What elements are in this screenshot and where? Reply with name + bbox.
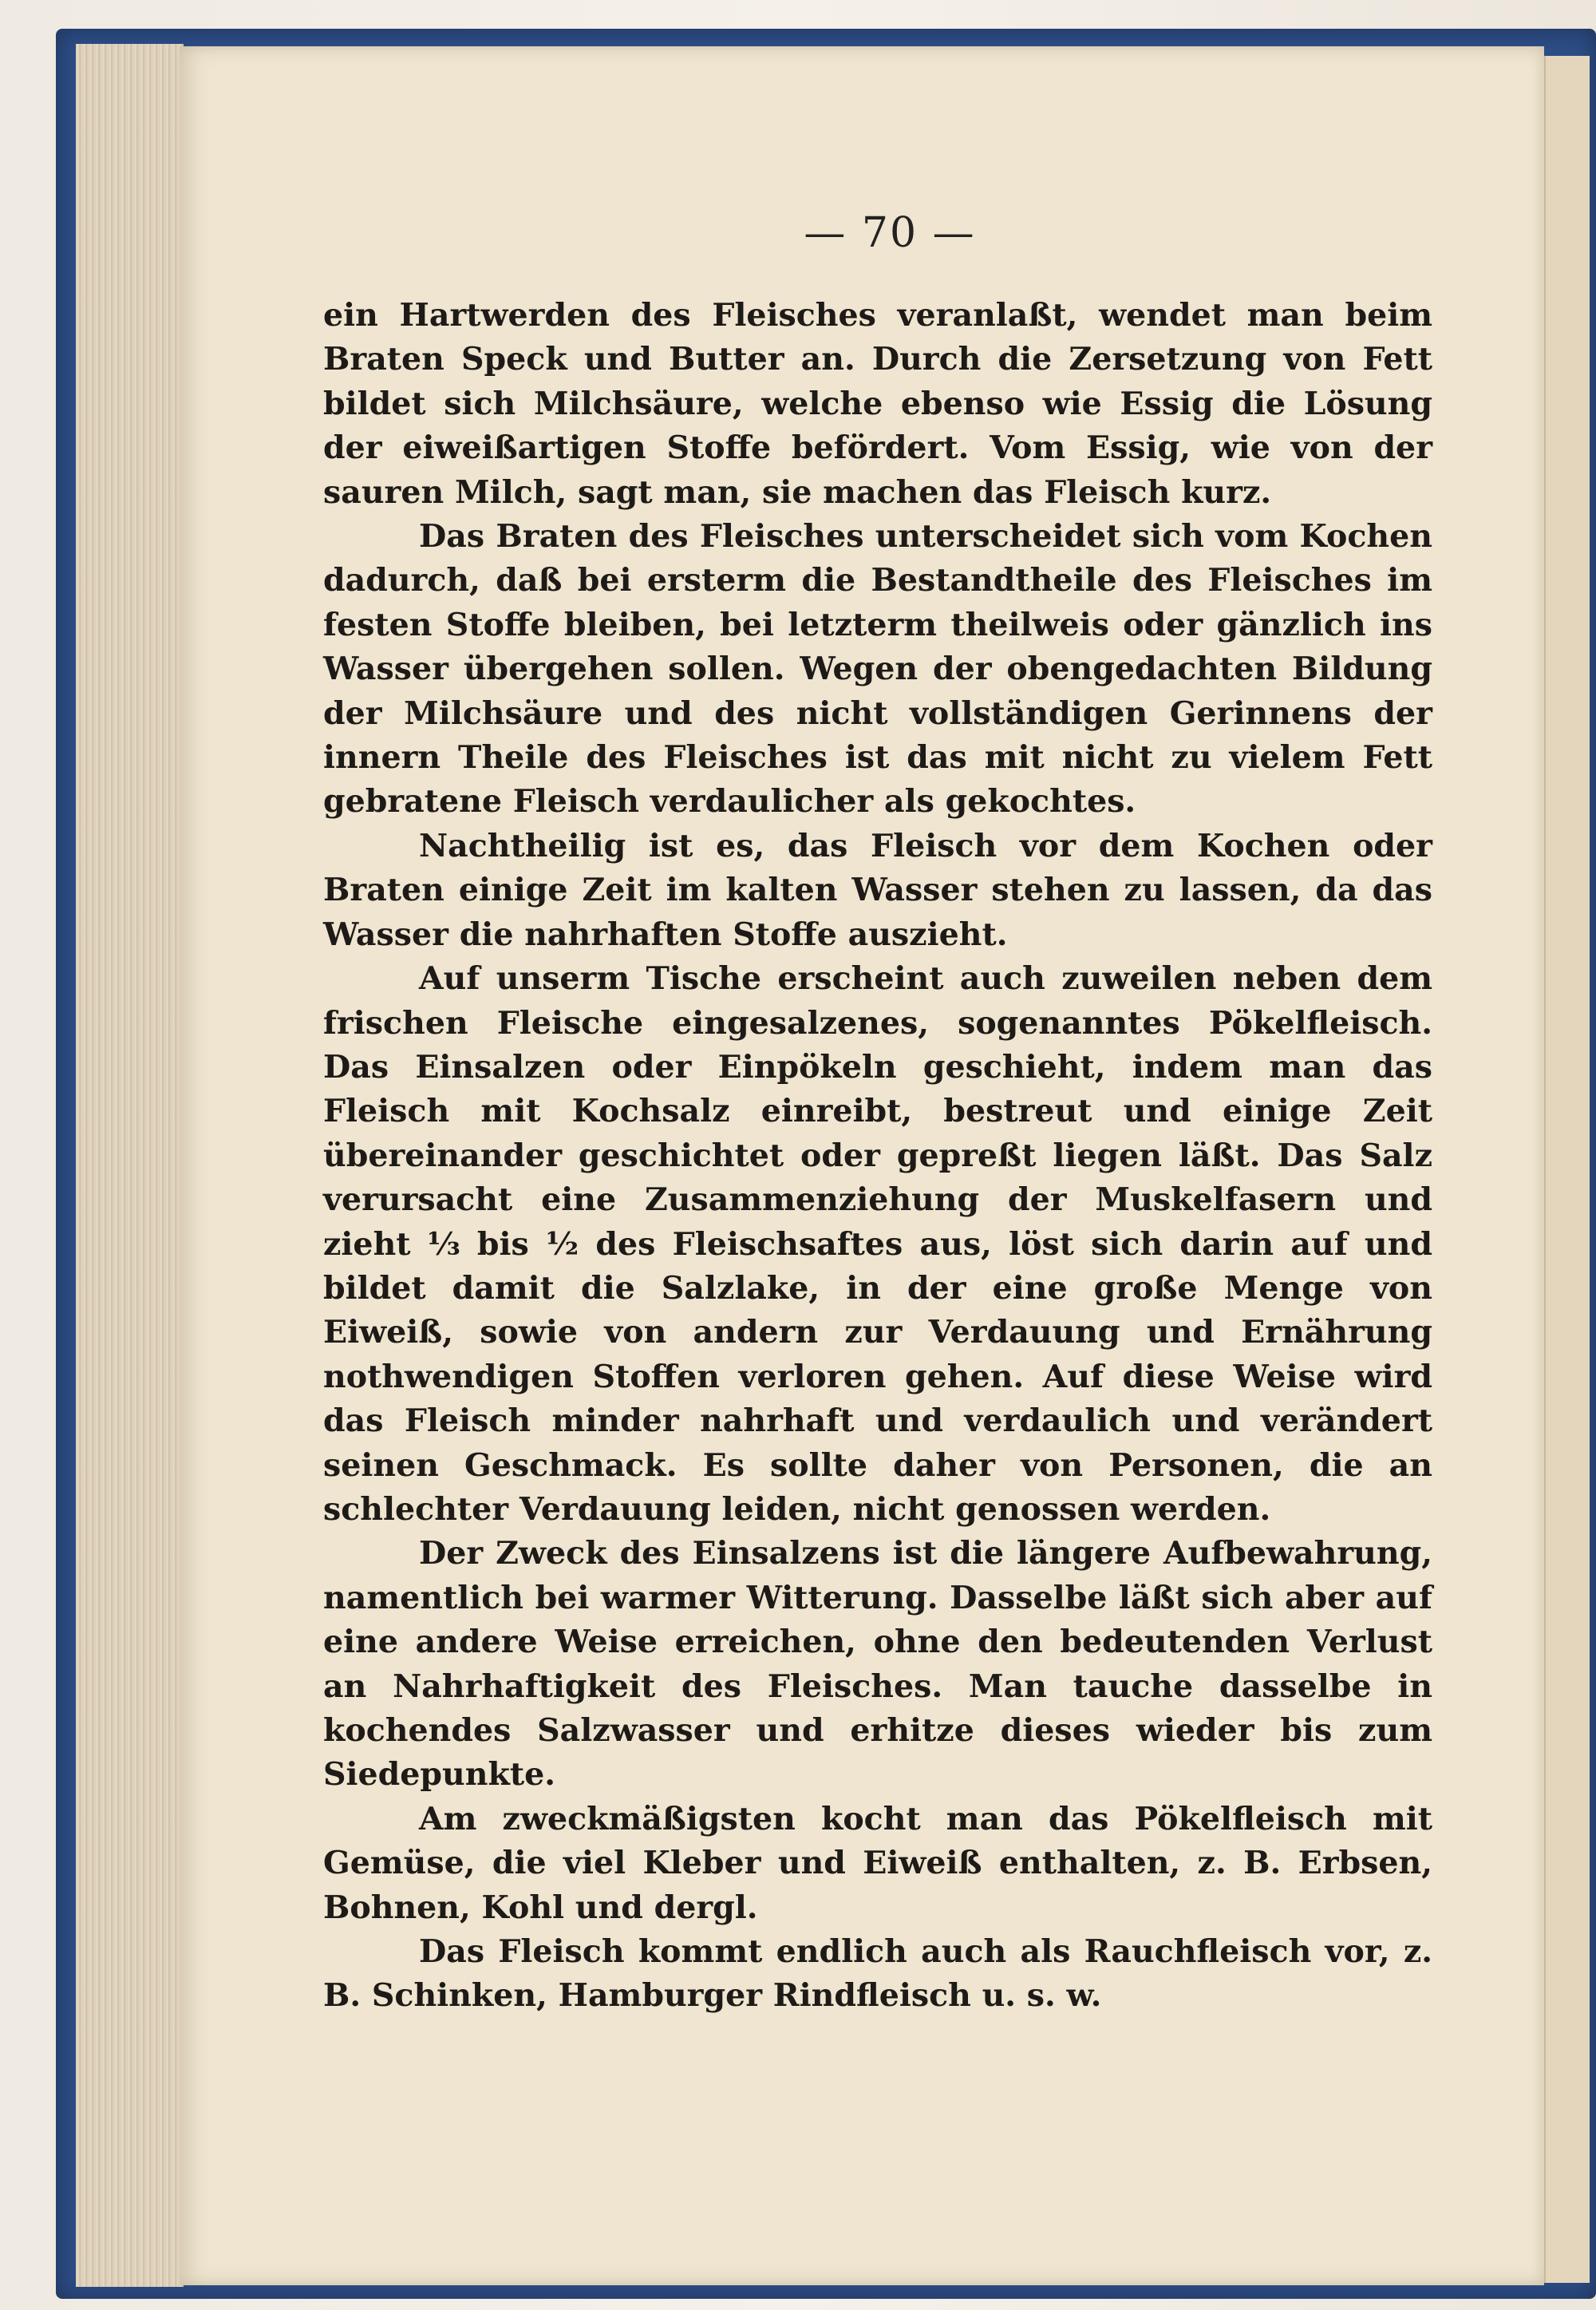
page-number: — 70 — <box>804 209 976 257</box>
paragraph-7: Das Fleisch kommt endlich auch als Rauchfleisch vor, z. B. Schinken, Hamburger Rindfleisch u. s. w. <box>323 1933 1432 2015</box>
paragraph-3: Nachtheilig ist es, das Fleisch vor dem Kochen oder Braten einige Zeit im kalten Wasser stehen zu lassen, da das Wasser die nahrhaften Stoffe auszieht. <box>323 827 1432 953</box>
paragraph-6: Am zweckmäßigsten kocht man das Pökelfleisch mit Gemüse, die viel Kleber und Eiweiß enthalten, z. B. Erbsen, Bohnen, Kohl und dergl. <box>323 1800 1432 1926</box>
paragraph-1: ein Hartwerden des Fleisches veranlaßt, wendet man beim Braten Speck und Butter an. Durch die Zersetzung von Fett bildet sich Milchsäure, welche ebenso wie Essig die Lösung der eiweißartigen Stoffe befördert. Vom Essig, wie von der sauren Milch, sagt man, sie machen das Fleisch kurz. <box>323 297 1432 511</box>
paragraph-5: Der Zweck des Einsalzens ist die längere Aufbewahrung, namentlich bei warmer Witterung. Dasselbe läßt sich aber auf eine andere Weise erreichen, ohne den bedeutenden Verlust an Nahrhaftigkeit des Fleisches. Man tauche dasselbe in kochendes Salzwasser und erhitze dieses wieder bis zum Siedepunkte. <box>323 1535 1432 1794</box>
page-edges <box>76 44 184 2287</box>
paragraph-4: Auf unserm Tische erscheint auch zuweilen neben dem frischen Fleische eingesalzenes, sogenanntes Pökelfleisch. Das Einsalzen oder Einpökeln geschieht, indem man das Fleisch mit Kochsalz einreibt, bestreut und einige Zeit übereinander geschichtet oder gepreßt liegen läßt. Das Salz verursacht eine Zusammenziehung der Muskelfasern und zieht ⅓ bis ½ des Fleischsaftes aus, löst sich darin auf und bildet damit die Salzlake, in der eine große Menge von Eiweiß, sowie von andern zur Verdauung und Ernährung nothwendigen Stoffen verloren gehen. Auf diese Weise wird das Fleisch minder nahrhaft und verdaulich und verändert seinen Geschmack. Es sollte daher von Personen, die an schlechter Verdauung leiden, nicht genossen werden. <box>323 960 1432 1528</box>
body-text <box>323 294 1432 2019</box>
facing-page-edge <box>1544 56 1590 2283</box>
paragraph-2: Das Braten des Fleisches unterscheidet sich vom Kochen dadurch, daß bei ersterm die Bestandtheile des Fleisches im festen Stoffe bleiben, bei letzterm theilweis oder gänzlich ins Wasser übergehen sollen. Wegen der obengedachten Bildung der Milchsäure und des nicht vollständigen Gerinnens der innern Theile des Fleisches ist das mit nicht zu vielem Fett gebratene Fleisch verdaulicher als gekochtes. <box>323 518 1432 821</box>
